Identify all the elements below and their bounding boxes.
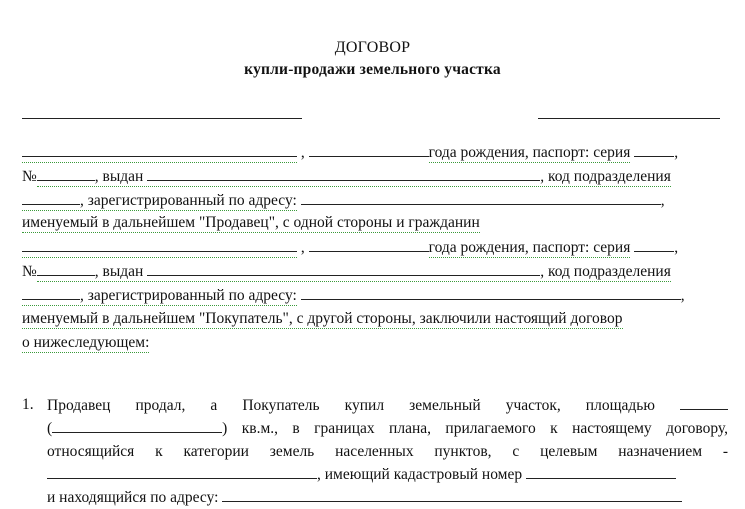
seller-line-4: [22, 213, 728, 233]
seller-line-2: [22, 166, 728, 187]
buyer-following-label: о нижеследующем:: [22, 334, 150, 351]
seller-reg-label: , зарегистрированный по адресу:: [80, 192, 297, 209]
clause-line-1: Продавец продал, а Покупатель купил земельный участок, площадью: [47, 397, 655, 414]
buyer-birth-label: года рождения, паспорт: серия: [428, 239, 631, 256]
buyer-line-2: [22, 261, 728, 282]
buyer-line-5: [22, 333, 728, 353]
document-title: ДОГОВОР: [334, 39, 411, 56]
buyer-named-label: именуемый в дальнейшем "Покупатель", с другой стороны, заключили настоящий договор: [22, 310, 623, 327]
clause-line-3: относящийся к категории земель населенных пунктов, с целевым назначением -: [47, 443, 728, 460]
buyer-line-4: [22, 309, 728, 329]
clause-number: 1.: [22, 396, 34, 413]
seller-line-1: , года рождения, паспорт: серия ,: [22, 142, 728, 163]
buyer-line-3: , зарегистрированный по адресу: ,: [22, 285, 728, 306]
buyer-code-label: , код подразделения: [540, 263, 671, 280]
seller-named-label: именуемый в дальнейшем "Продавец", с одной стороны и гражданин: [22, 214, 480, 231]
place-blank-line: [22, 118, 302, 119]
clause-line-5: и находящийся по адресу:: [47, 489, 219, 506]
clause-line-4: , имеющий кадастровый номер: [317, 466, 523, 483]
seller-issued-label: , выдан: [94, 168, 144, 185]
seller-no-label: №: [22, 168, 37, 185]
buyer-no-label: №: [22, 263, 37, 280]
buyer-reg-label: , зарегистрированный по адресу:: [80, 287, 297, 304]
date-blank-line: [538, 118, 720, 119]
document-subtitle: купли-продажи земельного участка: [244, 61, 501, 78]
buyer-issued-label: , выдан: [94, 263, 144, 280]
clause-1: Продавец продал, а Покупатель купил земельный участок, площадью ( ) кв.м., в границах плана, прилагаемого к настоящему договору, относящийся к категории земель населенных пунктов, с целевым назначением - , имеющий кадастровый номер и находящийся по адресу:: [47, 397, 729, 506]
seller-line-3: , зарегистрированный по адресу: ,: [22, 190, 728, 211]
seller-code-label: , код подразделения: [540, 168, 671, 185]
seller-birth-label: года рождения, паспорт: серия: [428, 144, 631, 161]
clause-line-2: кв.м., в границах плана, прилагаемого к настоящему договору,: [241, 420, 729, 437]
buyer-line-1: , года рождения, паспорт: серия ,: [22, 237, 728, 258]
